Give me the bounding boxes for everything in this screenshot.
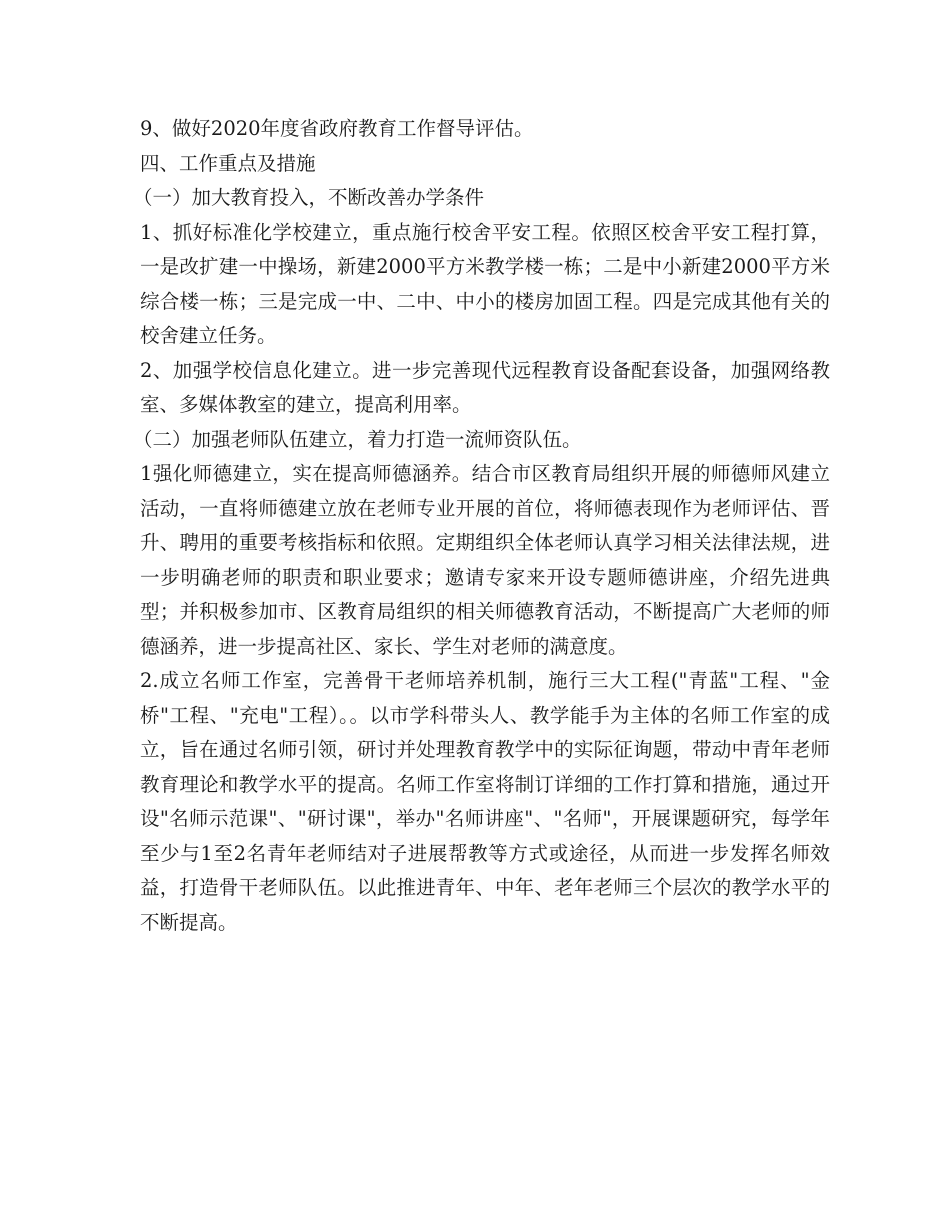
paragraph-item-9: 9、做好2020年度省政府教育工作督导评估。 [140, 117, 534, 140]
paragraph-informatization: 2、加强学校信息化建立。进一步完善现代远程教育设备配套设备，加强网络教室、多媒体教室的建立，提高利用率。 [140, 358, 830, 416]
section-heading-4: 四、工作重点及措施 [140, 151, 316, 175]
subsection-heading-1: （一）加大教育投入，不断改善办学条件 [133, 186, 485, 209]
subsection-heading-2: （二）加强老师队伍建立，着力打造一流师资队伍。 [133, 427, 582, 451]
paragraph-standardized-schools: 1、抓好标准化学校建立，重点施行校舍平安工程。依照区校舍平安工程打算，一是改扩建一中操场，新建2000平方米教学楼一栋；二是中小新建2000平方米综合楼一栋；三是完成一中、二中、中小的楼房加固工程。四是完成其他有关的校舍建立任务。 [140, 220, 830, 347]
paragraph-master-teacher-studio: 2.成立名师工作室，完善骨干老师培养机制，施行三大工程("青蓝"工程、"金桥"工程、"充电"工程）。。以市学科带头人、教学能手为主体的名师工作室的成立，旨在通过名师引领，研讨并处理教育教学中的实际征询题，带动中青年老师教育理论和教学水平的提高。名师工作室将制订详细的工作打算和措施，通过开设"名师示范课"、"研讨课"，举办"名师讲座"、"名师"，开展课题研究，每学年至少与1至2名青年老师结对子进展帮教等方式或途径，从而进一步发挥名师效益，打造骨干老师队伍。以此推进青年、中年、老年老师三个层次的教学水平的不断提高。 [140, 669, 830, 934]
paragraph-teacher-ethics: 1强化师德建立，实在提高师德涵养。结合市区教育局组织开展的师德师风建立活动，一直将师德建立放在老师专业开展的首位，将师德表现作为老师评估、晋升、聘用的重要考核指标和依照。定期组织全体老师认真学习相关法律法规，进一步明确老师的职责和职业要求；邀请专家来开设专题师德讲座，介绍先进典型；并积极参加市、区教育局组织的相关师德教育活动，不断提高广大老师的师德涵养，进一步提高社区、家长、学生对老师的满意度。 [140, 462, 830, 658]
document-body [133, 112, 830, 940]
